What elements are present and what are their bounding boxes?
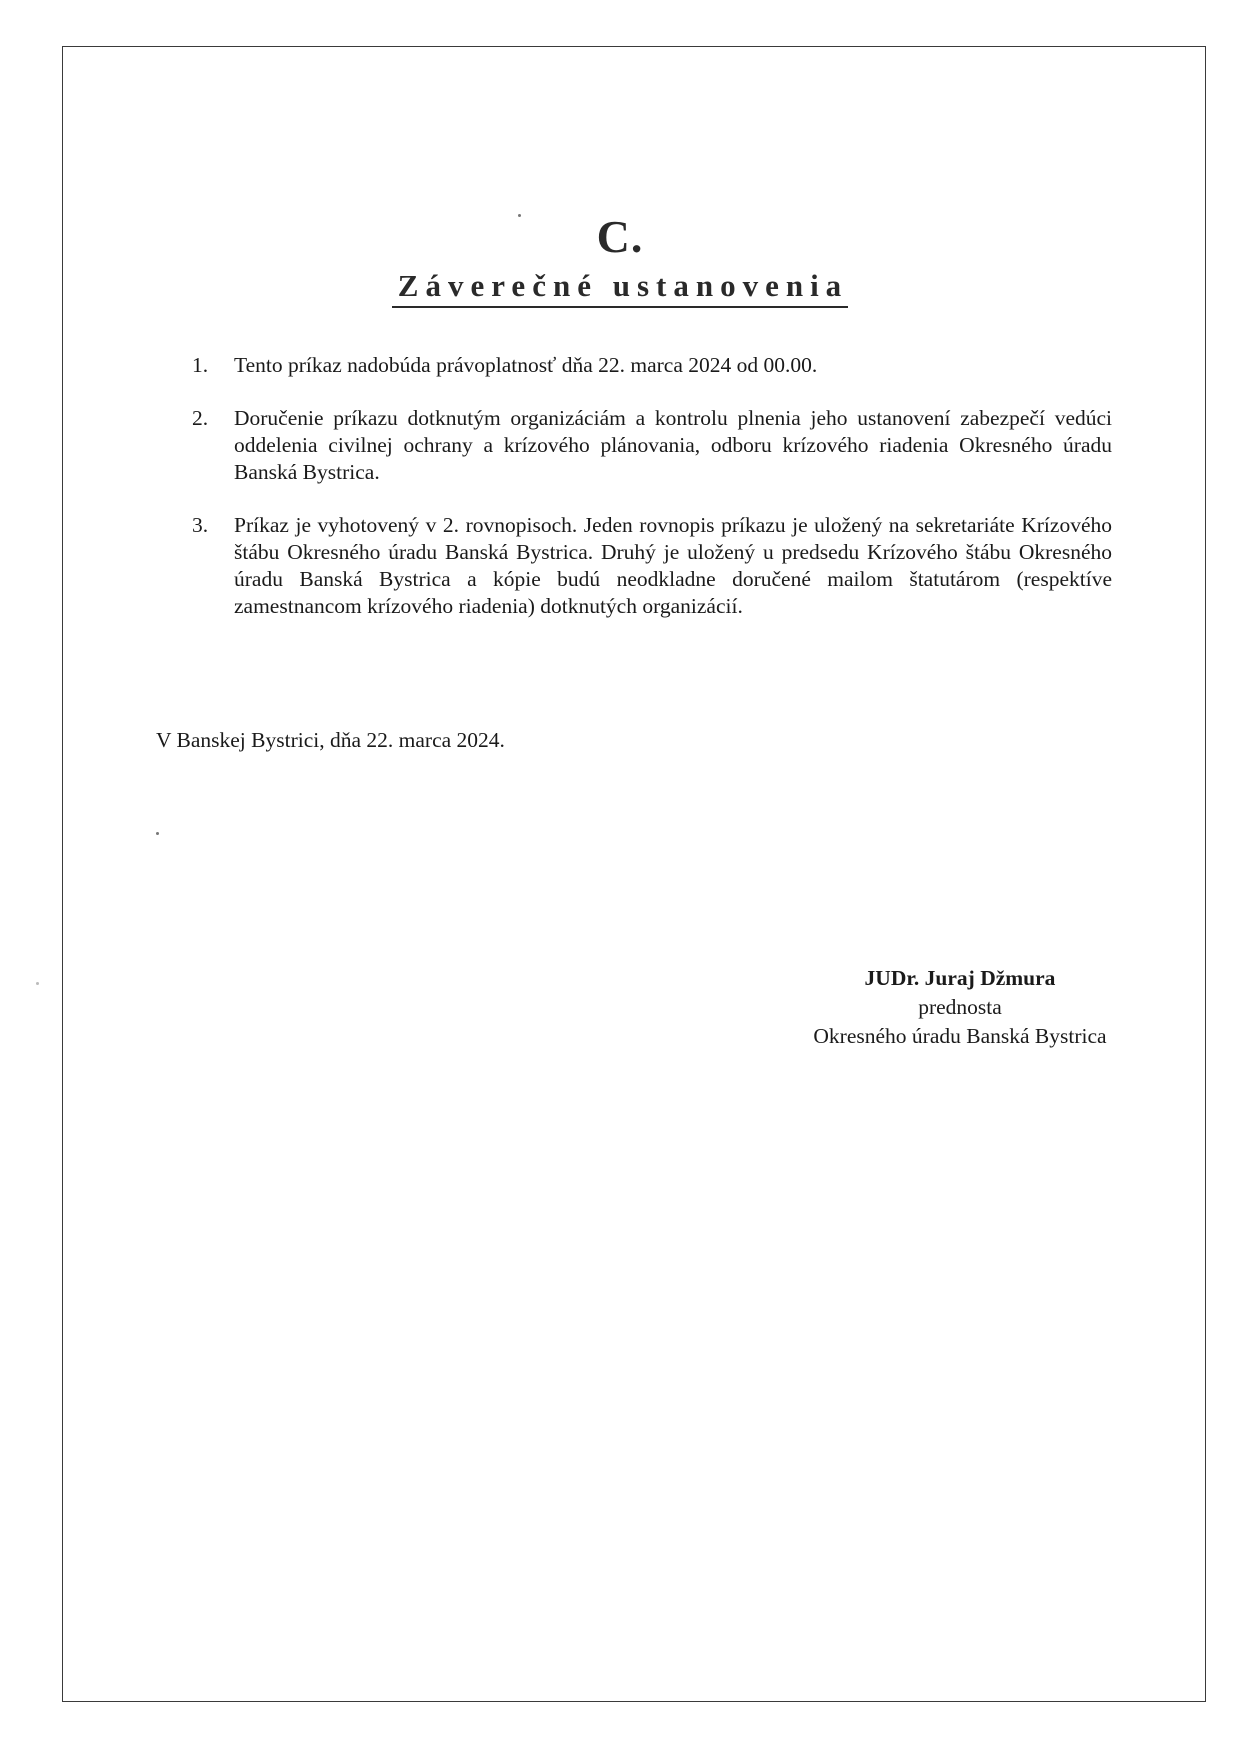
scan-speck <box>156 832 159 835</box>
item-number: 3. <box>192 513 209 537</box>
item-text: Tento príkaz nadobúda právoplatnosť dňa 22. marca 2024 od 00.00. <box>234 353 818 377</box>
list-item <box>192 405 1112 486</box>
item-text: Príkaz je vyhotovený v 2. rovnopisoch. Jeden rovnopis príkazu je uložený na sekretariáte Krízového štábu Okresného úradu Banská Bystrica. Druhý je uložený u predsedu Krízového štábu Okresného úradu Banská Bystrica a kópie budú neodkladne doručené mailom štatutárom (respektíve zamestnancom krízového riadenia) dotknutých organizácií. <box>234 513 1112 618</box>
scan-speck <box>36 982 39 985</box>
list-item <box>192 352 1112 379</box>
signatory-office: Okresného úradu Banská Bystrica <box>813 1024 1107 1048</box>
section-letter: C. <box>596 211 644 262</box>
section-title <box>0 268 1240 308</box>
signatory-name: JUDr. Juraj Džmura <box>864 966 1056 990</box>
section-title-text: Záverečné ustanovenia <box>392 268 848 308</box>
item-number: 2. <box>192 406 209 430</box>
scan-speck <box>518 214 521 217</box>
signatory-role: prednosta <box>918 995 1002 1019</box>
item-number: 1. <box>192 353 209 377</box>
signature-block <box>760 964 1160 1051</box>
place-and-date: V Banskej Bystrici, dňa 22. marca 2024. <box>156 728 505 752</box>
provisions-list <box>192 352 1112 646</box>
item-text: Doručenie príkazu dotknutým organizáciám a kontrolu plnenia jeho ustanovení zabezpečí vedúci oddelenia civilnej ochrany a krízového plánovania, odboru krízového riadenia Okresného úradu Banská Bystrica. <box>234 406 1112 484</box>
list-item <box>192 512 1112 620</box>
